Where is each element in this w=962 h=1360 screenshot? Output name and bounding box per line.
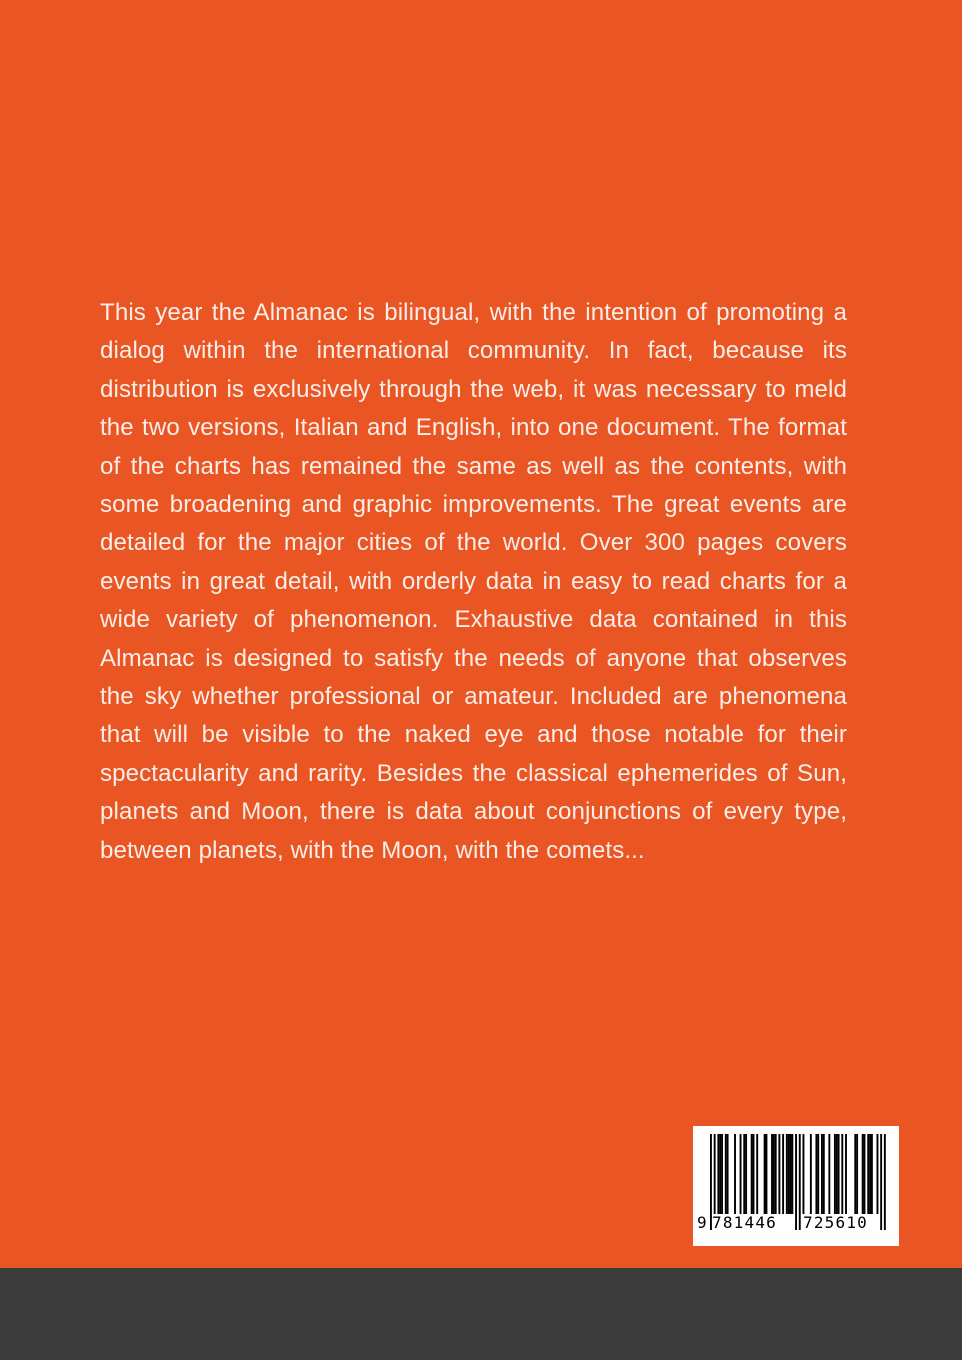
cover-blurb: This year the Almanac is bilingual, with the intention of promoting a dialog within the international community. In fact, because its distribution is exclusively through the web, it was necessary to meld the two versions, Italian and English, into one document. The format of the charts has remained the same as well as the contents, with some broadening and graphic improvements. The great events are detailed for the major cities of the world. Over 300 pages covers events in great detail, with orderly data in easy to read charts for a wide variety of phenomenon. Exhaustive data contained in this Almanac is designed to satisfy the needs of anyone that observes the sky whether professional or amateur. Included are phenomena that will be visible to the naked eye and those notable for their spectacularity and rarity. Besides the classical ephemerides of Sun, planets and Moon, there is data about conjunctions of every type, between planets, with the Moon, with the comets...	[100, 299, 847, 864]
barcode-bar	[834, 1134, 836, 1214]
barcode-bar	[841, 1134, 843, 1214]
barcode-bar	[790, 1134, 792, 1214]
barcode-bar	[845, 1134, 847, 1214]
barcode-bar	[791, 1134, 793, 1214]
barcode-bar	[880, 1134, 882, 1230]
barcode-bar	[717, 1134, 719, 1214]
barcode-bar	[815, 1134, 817, 1214]
barcode-bar	[756, 1134, 758, 1214]
barcode-bar	[871, 1134, 873, 1214]
barcode-bar	[810, 1134, 812, 1214]
barcode-bar	[771, 1134, 773, 1214]
barcode-bar	[799, 1134, 801, 1230]
barcode-bar	[869, 1134, 871, 1214]
barcode-bar	[766, 1134, 768, 1214]
barcode-bar	[821, 1134, 823, 1214]
barcode-bar	[719, 1134, 721, 1214]
barcode-bar	[753, 1134, 755, 1214]
barcode-bar	[721, 1134, 723, 1214]
barcode-bar	[778, 1134, 780, 1214]
barcode-bar	[836, 1134, 838, 1214]
barcode-bar	[782, 1134, 784, 1214]
barcode-bar	[734, 1134, 736, 1214]
barcode-bar	[743, 1134, 745, 1214]
barcode-bar	[862, 1134, 864, 1214]
barcode-bar	[727, 1134, 729, 1214]
barcode-bar	[877, 1134, 879, 1214]
barcode-bar	[884, 1134, 886, 1230]
barcode-bar	[803, 1134, 805, 1214]
barcode-bar	[867, 1134, 869, 1214]
barcode-bar	[864, 1134, 866, 1214]
barcode-bar	[838, 1134, 840, 1214]
barcode-right-digits: 725610	[803, 1213, 868, 1232]
barcode-lead-digit: 9	[697, 1213, 708, 1232]
bottom-band	[0, 1268, 962, 1360]
barcode-left-digits: 781446	[712, 1213, 777, 1232]
barcode-bar	[828, 1134, 830, 1214]
barcode-bar	[745, 1134, 747, 1214]
barcode-bar	[854, 1134, 856, 1214]
barcode-bar	[751, 1134, 753, 1214]
barcode-bar	[775, 1134, 777, 1214]
barcode-bar	[786, 1134, 788, 1214]
barcode-bar	[788, 1134, 790, 1214]
barcode-bar	[856, 1134, 858, 1214]
barcode-bar	[817, 1134, 819, 1214]
barcode-bar	[795, 1134, 797, 1230]
barcode-bar	[740, 1134, 742, 1214]
barcode-bar	[823, 1134, 825, 1214]
barcode-bar	[764, 1134, 766, 1214]
isbn-barcode	[693, 1126, 899, 1246]
barcode-bar	[773, 1134, 775, 1214]
barcode-bar	[725, 1134, 727, 1214]
